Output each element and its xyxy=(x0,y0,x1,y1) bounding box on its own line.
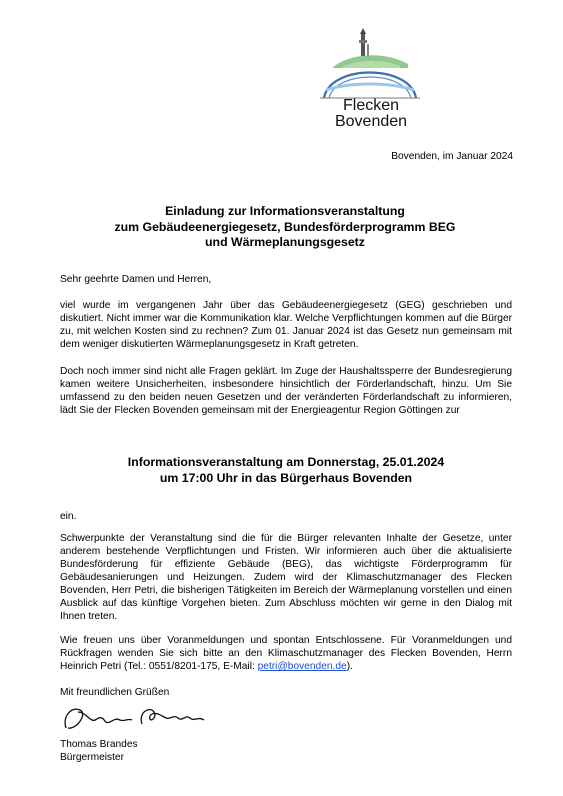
email-link[interactable]: petri@bovenden.de xyxy=(257,661,347,673)
event-announcement xyxy=(60,454,512,486)
letter-heading xyxy=(60,204,510,251)
paragraph-1: viel wurde im vergangenen Jahr über das Gebäudeenergiegesetz (GEG) geschrieben und diskutiert. Nicht immer war die Kommunikation klar. Welche Verpflichtungen kommen auf die Bürger zu, mit welchen Kosten sind zu rechnen? Zum 01. Januar 2024 ist das Gesetz nun gemeinsam mit dem weniger diskutierten Wärmeplanungsgesetz in Kraft getreten. xyxy=(60,300,512,351)
paragraph-4-text: Wie freuen uns über Voranmeldungen und spontan Entschlossene. Für Voranmeldungen und Rückfragen wenden Sie sich bitte an den Klimaschutzmanager des Flecken Bovenden, Herrn Heinrich Petri (Tel.: 0551/8201-175, E-Mail: xyxy=(60,635,512,673)
salutation: Sehr geehrte Damen und Herren, xyxy=(60,274,212,285)
event-line-1: Informationsveranstaltung am Donnerstag, 25.01.2024 xyxy=(127,455,445,469)
heading-line-3: und Wärmeplanungsgesetz xyxy=(205,235,365,250)
handwritten-signature xyxy=(58,698,218,743)
signer-name: Thomas Brandes xyxy=(60,739,138,750)
closing: Mit freundlichen Grüßen xyxy=(60,687,170,698)
logo-line-2: Bovenden xyxy=(334,113,408,130)
flecken-bovenden-logo xyxy=(320,28,420,136)
paragraph-3: Schwerpunkte der Veranstaltung sind die für die Bürger relevanten Inhalte der Gesetze, unter anderem bestehende Verpflichtungen und Fristen. Wir informieren auch über die aktualisierte Bundesförderung für effiziente Gebäude (BEG), das wichtigste Förderprogramm für Gebäudesanierungen und Heizungen. Zudem wird der Klimaschutzmanager des Flecken Bovenden, Herr Petri, die bisherigen Tätigkeiten im Bereich der Wärmeplanung vorstellen und einen Ausblick auf das künftige Vorgehen bieten. Zum Abschluss möchten wir gerne in den Dialog mit Ihnen treten. xyxy=(60,533,512,623)
paragraph-4-end: ). xyxy=(346,661,353,673)
logo-line-1: Flecken xyxy=(342,97,400,114)
ein-text: ein. xyxy=(60,511,77,522)
letter-date: Bovenden, im Januar 2024 xyxy=(391,151,513,162)
event-line-2: um 17:00 Uhr in das Bürgerhaus Bovenden xyxy=(159,471,413,485)
paragraph-2: Doch noch immer sind nicht alle Fragen geklärt. Im Zuge der Haushaltssperre der Bundesregierung kamen weitere Unsicherheiten, insbesondere hinsichtlich der Förderlandschaft, hinzu. Um Sie umfassend zu den beiden neuen Gesetzen und der veränderten Förderlandschaft zu informieren, lädt Sie der Flecken Bovenden gemeinsam mit der Energieagentur Region Göttingen zur xyxy=(60,366,512,417)
logo-wordmark xyxy=(326,98,416,130)
signer-block xyxy=(60,738,138,764)
logo-graphic xyxy=(320,28,420,103)
heading-line-2: zum Gebäudeenergiegesetz, Bundesförderprogramm BEG xyxy=(114,219,456,234)
signer-title: Bürgermeister xyxy=(60,752,124,763)
paragraph-4 xyxy=(60,634,512,673)
heading-line-1: Einladung zur Informationsveranstaltung xyxy=(165,204,405,218)
